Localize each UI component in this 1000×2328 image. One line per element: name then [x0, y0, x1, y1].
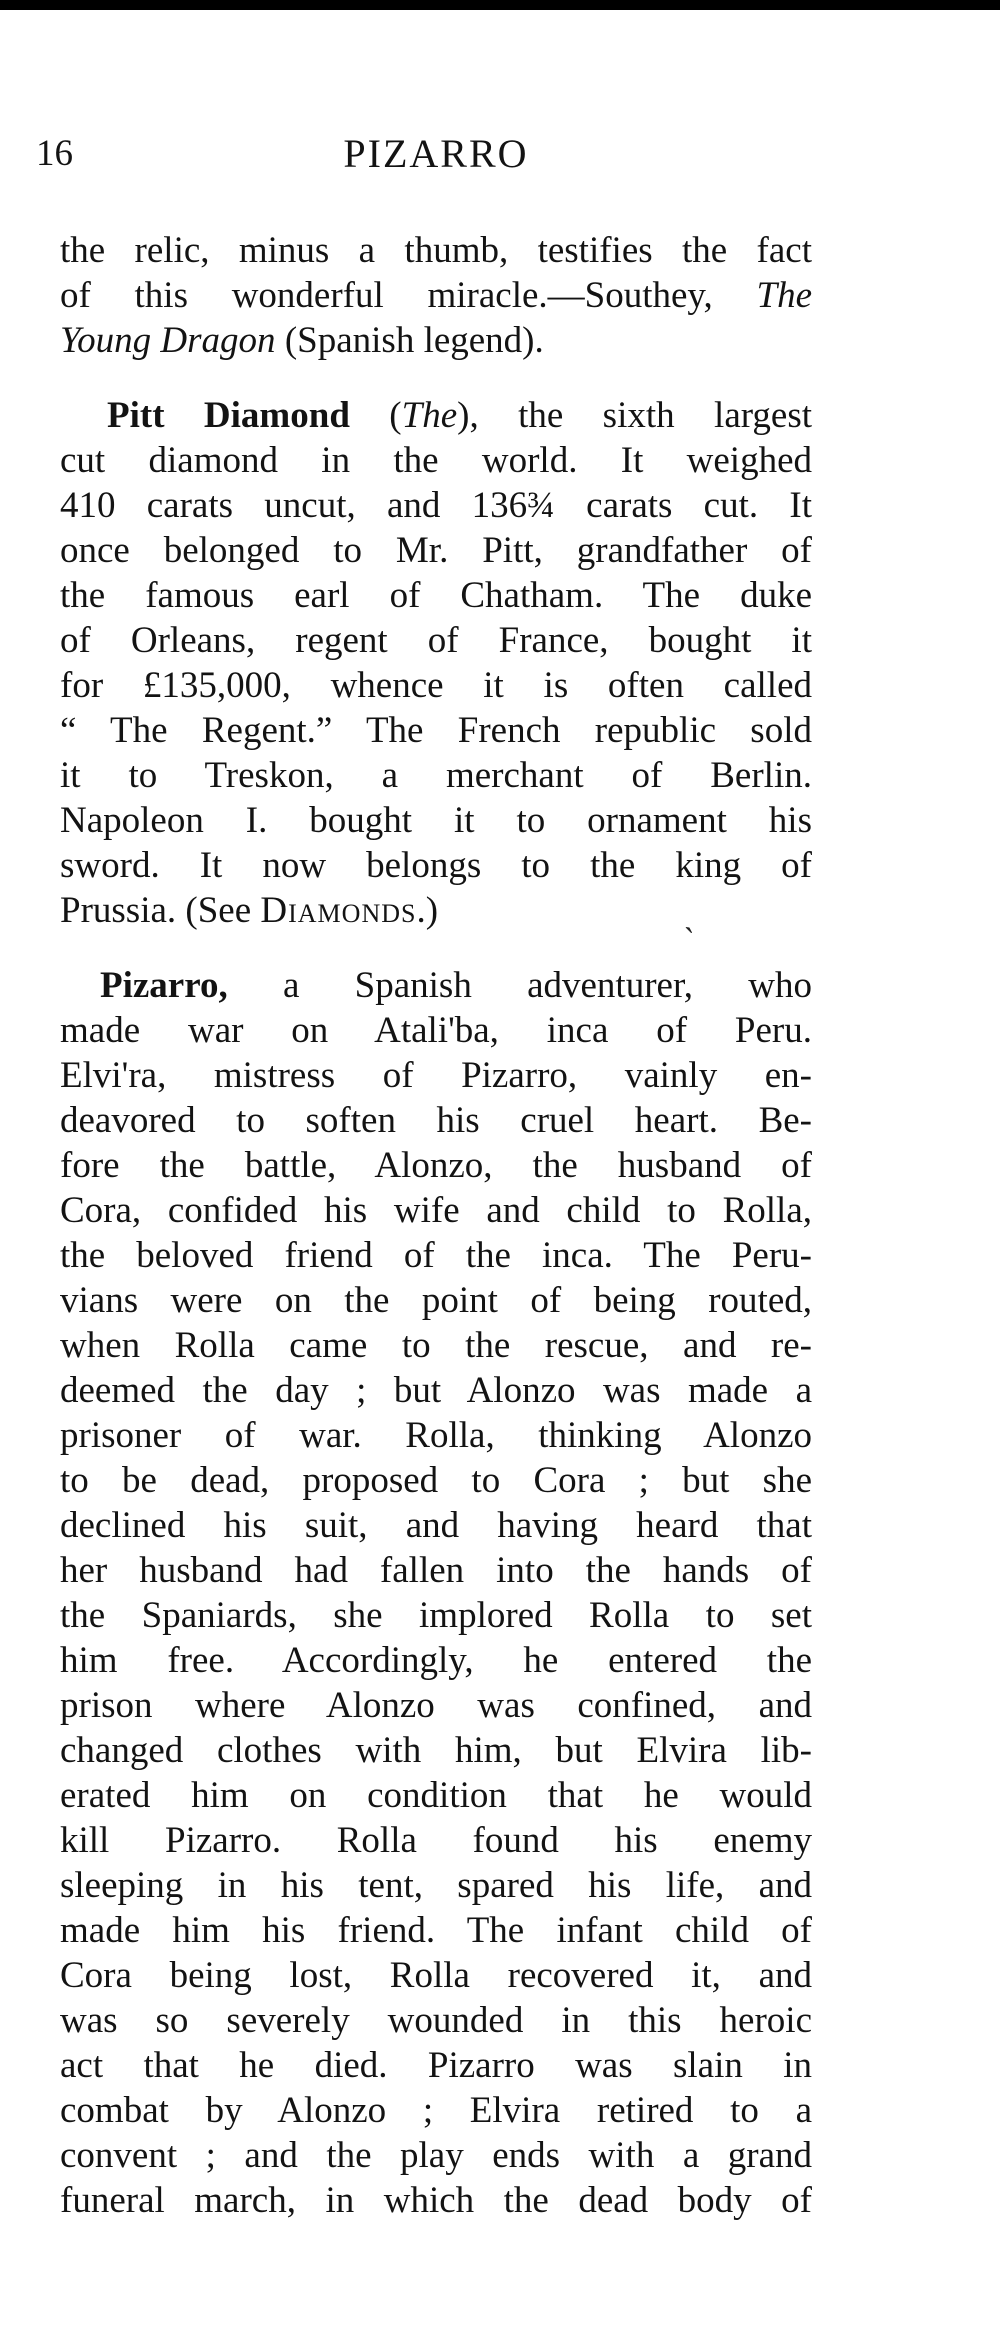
text-line: sword. It now belongs to the king of — [60, 845, 812, 886]
text-line: the relic, minus a thumb, testifies the fact — [60, 230, 812, 271]
text-line: Elvi'ra, mistress of Pizarro, vainly en- — [60, 1055, 812, 1096]
text-line: Prussia. (See Diamonds.) — [60, 890, 439, 931]
text-line: fore the battle, Alonzo, the husband of — [60, 1145, 812, 1186]
text-line: kill Pizarro. Rolla found his enemy — [60, 1820, 812, 1861]
text-line: once belonged to Mr. Pitt, grandfather of — [60, 530, 812, 571]
text-line: when Rolla came to the rescue, and re- — [60, 1325, 812, 1366]
text-line: the beloved friend of the inca. The Peru- — [60, 1235, 812, 1276]
text-line: Cora being lost, Rolla recovered it, and — [60, 1955, 812, 1996]
text-line: funeral march, in which the dead body of — [60, 2180, 812, 2221]
text-line: “ The Regent.” The French republic sold — [60, 710, 812, 751]
text-line: cut diamond in the world. It weighed — [60, 440, 812, 481]
text-line: prisoner of war. Rolla, thinking Alonzo — [60, 1415, 812, 1456]
text-line: him free. Accordingly, he entered the — [60, 1640, 812, 1681]
scan-artifact-top-bar — [0, 0, 1000, 10]
text-line: Cora, confided his wife and child to Rolla, — [60, 1190, 812, 1231]
text-column — [60, 228, 812, 2223]
text-line: made him his friend. The infant child of — [60, 1910, 812, 1951]
text-line: declined his suit, and having heard that — [60, 1505, 812, 1546]
page-number: 16 — [36, 133, 73, 174]
text-line: combat by Alonzo ; Elvira retired to a — [60, 2090, 812, 2131]
text-line: Young Dragon (Spanish legend). — [60, 320, 544, 361]
paragraph-relic-continuation — [60, 228, 812, 363]
paragraph-pizarro-entry — [60, 963, 812, 2223]
text-line: the famous earl of Chatham. The duke — [60, 575, 812, 616]
paragraph-pitt-diamond-entry — [60, 393, 812, 933]
text-line: Pitt Diamond (The), the sixth largest — [107, 395, 812, 436]
text-line: made war on Atali'ba, inca of Peru. — [60, 1010, 812, 1051]
scan-artifact-stray-mark: ˋ — [679, 921, 696, 960]
text-line: the Spaniards, she implored Rolla to set — [60, 1595, 812, 1636]
text-line: Pizarro, a Spanish adventurer, who — [100, 965, 812, 1006]
text-line: her husband had fallen into the hands of — [60, 1550, 812, 1591]
text-line: sleeping in his tent, spared his life, and — [60, 1865, 812, 1906]
text-line: convent ; and the play ends with a grand — [60, 2135, 812, 2176]
text-line: erated him on condition that he would — [60, 1775, 812, 1816]
text-line: changed clothes with him, but Elvira lib- — [60, 1730, 812, 1771]
text-line: deavored to soften his cruel heart. Be- — [60, 1100, 812, 1141]
text-line: Napoleon I. bought it to ornament his — [60, 800, 812, 841]
text-line: to be dead, proposed to Cora ; but she — [60, 1460, 812, 1501]
text-line: of this wonderful miracle.—Southey, The — [60, 275, 812, 316]
running-head-title: PIZARRO — [343, 131, 529, 176]
text-line: 410 carats uncut, and 136¾ carats cut. It — [60, 485, 812, 526]
text-line: vians were on the point of being routed, — [60, 1280, 812, 1321]
text-line: was so severely wounded in this heroic — [60, 2000, 812, 2041]
text-line: deemed the day ; but Alonzo was made a — [60, 1370, 812, 1411]
text-line: act that he died. Pizarro was slain in — [60, 2045, 812, 2086]
text-line: it to Treskon, a merchant of Berlin. — [60, 755, 812, 796]
text-line: for £135,000, whence it is often called — [60, 665, 812, 706]
text-line: of Orleans, regent of France, bought it — [60, 620, 812, 661]
text-line: prison where Alonzo was confined, and — [60, 1685, 812, 1726]
